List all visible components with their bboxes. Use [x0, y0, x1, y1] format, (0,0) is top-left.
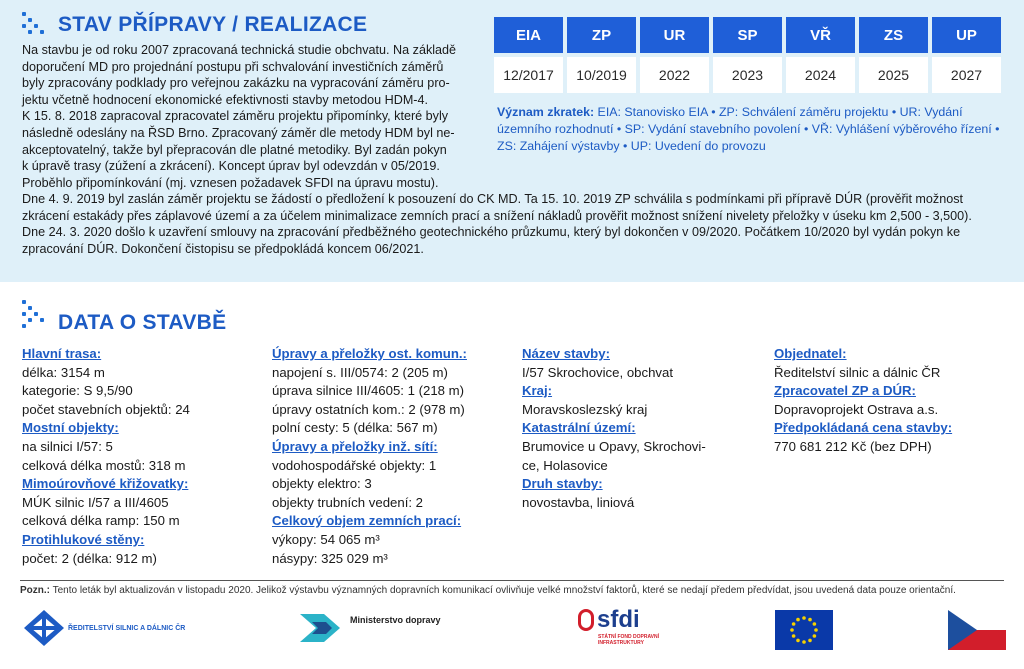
- data-label: Kraj:: [522, 383, 553, 399]
- data-value: Ředitelství silnic a dálnic ČR: [774, 364, 941, 380]
- data-value: napojení s. III/0574: 2 (205 m): [272, 364, 448, 380]
- data-value: celková délka mostů: 318 m: [22, 457, 186, 473]
- data-value: počet stavebních objektů: 24: [22, 401, 190, 417]
- status-text-full: [22, 191, 972, 257]
- eu-star: [792, 622, 796, 626]
- md-arrow-icon: [296, 608, 348, 648]
- data-label: Úpravy a přeložky ost. komun.:: [272, 346, 467, 361]
- eu-star: [808, 618, 812, 622]
- eu-star: [796, 618, 800, 622]
- eu-star: [813, 634, 817, 638]
- md-logo-text: Ministerstvo dopravy: [350, 615, 441, 625]
- data-label: Druh stavby:: [522, 476, 603, 492]
- eu-star: [792, 634, 796, 638]
- milestone-code: UP: [932, 17, 1001, 53]
- text-line: K 15. 8. 2018 zapracoval zpracovatel záměru projektu připomínky, které byly: [22, 109, 449, 124]
- md-logo: [296, 608, 441, 648]
- data-value: celková délka ramp: 150 m: [22, 513, 180, 529]
- sfdi-logo-text: sfdi: [597, 606, 640, 633]
- milestone-code: VŘ: [786, 17, 855, 53]
- eu-star: [814, 628, 818, 632]
- text-line: Na stavbu je od roku 2007 zpracovaná technická studie obchvatu. Na základě: [22, 43, 457, 57]
- data-value: objekty trubních vedení: 2: [272, 494, 424, 510]
- rsd-emblem-icon: [22, 608, 66, 648]
- milestone-date: 2023: [713, 57, 782, 93]
- data-column-4: [774, 345, 952, 457]
- data-value: úpravy ostatních kom.: 2 (978 m): [272, 401, 465, 417]
- data-label: Objednatel:: [774, 346, 847, 361]
- data-label: Protihlukové stěny:: [22, 531, 145, 547]
- czech-flag-icon: [948, 610, 1006, 650]
- data-value: objekty elektro: 3: [272, 476, 372, 492]
- data-column-2: [272, 345, 467, 568]
- eu-star: [790, 628, 794, 632]
- eu-star: [802, 640, 806, 644]
- text-line: k úpravě trasy (zúžení a zkrácení). Koncept úprav byl odevzdán v 05/2019.: [22, 159, 440, 174]
- logo-bar: [0, 604, 1024, 664]
- text-line: zpracování DÚR. Dokončení čistopisu se předpokládá koncem 06/2021.: [22, 241, 424, 256]
- data-label: Mimoúrovňové křižovatky:: [22, 476, 189, 492]
- data-value: Dopravoprojekt Ostrava a.s.: [774, 401, 939, 417]
- data-value: na silnici I/57: 5: [22, 438, 113, 454]
- data-label: Celkový objem zemních prací:: [272, 513, 462, 529]
- milestone-code: ZS: [859, 17, 928, 53]
- data-label: Předpokládaná cena stavby:: [774, 420, 953, 436]
- data-value: polní cesty: 5 (délka: 567 m): [272, 420, 438, 436]
- text-line: akceptovatelný, takže byl přepracován dle platné metodiky. Byl zadán pokyn: [22, 142, 447, 157]
- milestone-date: 2024: [786, 57, 855, 93]
- footer-label: Pozn.:: [20, 585, 50, 596]
- data-value: délka: 3154 m: [22, 364, 105, 380]
- cz-flag: [948, 610, 1006, 650]
- legend-text: EIA: Stanovisko EIA • ZP: Schválení záměru projektu • UR: Vydání územního rozhodnutí • SP: Vydání stavebního povolení • VŘ: Vyhlášení výběrového řízení • ZS: Zahájení výstavby • UP: Uvedení do provozu: [497, 105, 1000, 153]
- dots-icon: [22, 300, 44, 322]
- data-label: Hlavní trasa:: [22, 346, 102, 361]
- data-label: Mostní objekty:: [22, 420, 119, 436]
- text-line: jektu včetně hodnocení ekonomické efektivnosti stavby metodou HDM-4.: [22, 92, 429, 107]
- text-line: Dne 24. 3. 2020 došlo k uzavření smlouvy na zpracování předběžného geotechnického průzkumu, který byl dokončen v 09/2020. Počátkem 10/2020 byl vydán pokyn ke: [22, 225, 961, 240]
- rsd-logo-text: ŘEDITELSTVÍ SILNIC A DÁLNIC ČR: [68, 624, 186, 632]
- text-line: Proběhlo připomínkování (mj. vznesen požadavek SFDI na úpravu mostu).: [22, 175, 439, 190]
- eu-flag-icon: [775, 610, 833, 650]
- sfdi-s-icon: [578, 609, 594, 631]
- milestone-date: 2027: [932, 57, 1001, 93]
- sfdi-sub-1: STÁTNÍ FOND DOPRAVNÍ: [598, 634, 660, 640]
- data-value: MÚK silnic I/57 a III/4605: [22, 494, 169, 510]
- eu-flag: [775, 610, 833, 650]
- milestone-code: ZP: [567, 17, 636, 53]
- sfdi-logo: [578, 606, 659, 646]
- data-value: kategorie: S 9,5/90: [22, 383, 133, 399]
- data-value: 770 681 212 Kč (bez DPH): [774, 438, 932, 454]
- milestone-date: 2025: [859, 57, 928, 93]
- eu-star: [802, 616, 806, 620]
- data-value: násypy: 325 029 m³: [272, 550, 388, 566]
- data-label: Katastrální území:: [522, 420, 636, 436]
- legend-label: Význam zkratek:: [497, 105, 595, 119]
- dots-icon: [22, 12, 44, 34]
- legend: [497, 104, 1013, 155]
- text-line: následně odeslány na ŘSD Brno. Zpracovaný záměr dle metody HDM byl ne-: [22, 125, 455, 140]
- footer-note: [20, 580, 1004, 596]
- data-label: Zpracovatel ZP a DÚR:: [774, 383, 916, 399]
- section-title-stav: STAV PŘÍPRAVY / REALIZACE: [58, 13, 368, 36]
- data-value: výkopy: 54 065 m³: [272, 531, 380, 547]
- eu-star: [813, 622, 817, 626]
- data-value: I/57 Skrochovice, obchvat: [522, 364, 674, 380]
- status-text: [22, 42, 456, 191]
- text-line: zkrácení estakády přes záplavové území a za účelem minimalizace zemních prací a snížení nákladů prověřit možnost snížení nivelety přeložky v úseku km 2,500 - 3,500).: [22, 208, 972, 223]
- data-value: vodohospodářské objekty: 1: [272, 457, 437, 473]
- milestone-date: 2022: [640, 57, 709, 93]
- data-column-3: [522, 345, 706, 512]
- data-value: úprava silnice III/4605: 1 (218 m): [272, 383, 465, 399]
- text-line: Dne 4. 9. 2019 byl zaslán záměr projektu se žádostí o předložení k posouzení do CK MD. Ta 15. 10. 2019 ZP schválila s podmínkami při přípravě DÚR (prověřit možnost: [22, 192, 964, 206]
- data-column-1: [22, 345, 190, 568]
- data-value: Moravskoslezský kraj: [522, 401, 648, 417]
- rsd-logo: [22, 608, 185, 648]
- data-value: novostavba, liniová: [522, 494, 635, 510]
- milestone-table: [494, 17, 1001, 93]
- text-line: byly zpracovány podklady pro veřejnou zakázku na vypracování záměru pro-: [22, 76, 450, 91]
- milestone-date: 12/2017: [494, 57, 563, 93]
- text-line: doporučení MD pro projednání postupu při schvalování investičních záměrů: [22, 59, 444, 74]
- sfdi-sub-2: INFRASTRUKTURY: [598, 640, 644, 646]
- eu-star: [796, 639, 800, 643]
- footer-text: Tento leták byl aktualizován v listopadu 2020. Jelikož výstavbu významných dopravních komunikací ovlivňuje velké množství faktorů, které se nedají předem předvídat, jsou uvedená data pouze orientační.: [50, 585, 956, 596]
- milestone-code: UR: [640, 17, 709, 53]
- milestone-code: SP: [713, 17, 782, 53]
- section-title-data: DATA O STAVBĚ: [58, 311, 227, 334]
- data-label: Název stavby:: [522, 346, 610, 361]
- data-value: počet: 2 (délka: 912 m): [22, 550, 157, 566]
- eu-star: [808, 639, 812, 643]
- data-value: Brumovice u Opavy, Skrochovi-: [522, 438, 706, 454]
- data-value: ce, Holasovice: [522, 457, 608, 473]
- data-label: Úpravy a přeložky inž. sítí:: [272, 438, 438, 454]
- milestone-date: 10/2019: [567, 57, 636, 93]
- milestone-code: EIA: [494, 17, 563, 53]
